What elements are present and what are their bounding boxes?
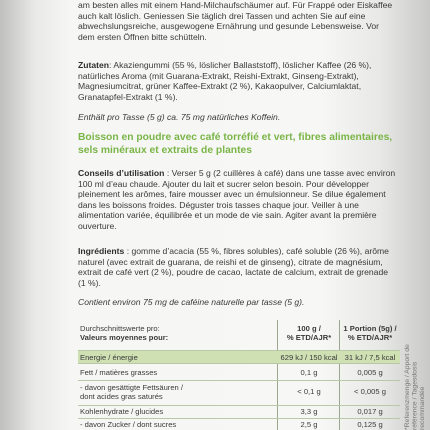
german-caffeine-note: Enthält pro Tasse (5 g) ca. 75 mg natürliches Koffein. (78, 112, 281, 122)
row-value-100g: 3,3 g (300, 407, 318, 416)
french-ingredients (78, 246, 398, 288)
header-100g-rdi: % ETD/AJR* (286, 333, 332, 342)
french-ingredients-text: : gomme d’acacia (55 %, fibres solubles), café soluble (26 %), arôme naturel (avec extrait de guarana, de reishi et de ginseng), citrate de magnésium, extrait de café vert (2 %), poudre de cacao, lactate de calcium, extrait de grenade (1 %). (78, 246, 389, 288)
row-label: - davon gesättigte Fettsäuren / (80, 383, 183, 392)
row-value-100g: 2,5 g (300, 420, 318, 429)
side-footnote: *Referenzmenge / Apport de référence / Tagesdosis recommandée (404, 344, 426, 430)
german-ingredients (78, 60, 398, 102)
row-label: Fett / matières grasses (80, 368, 158, 377)
row-label: Energie / énergie (80, 353, 138, 362)
header-de: Durchschnittswerte pro: (80, 324, 160, 333)
row-value-portion: 0,017 g (357, 407, 383, 416)
french-ingredients-label: Ingrédients (78, 246, 125, 256)
row-value-portion: 0,125 g (357, 420, 383, 429)
header-fr: Valeurs moyennes pour: (80, 333, 169, 342)
header-portion-rdi: % ETD/AJR* (347, 333, 393, 342)
table-row (78, 381, 400, 403)
product-label (78, 0, 400, 430)
french-usage-label: Conseils d’utilisation (78, 168, 165, 178)
row-value-100g: 629 kJ / 150 kcal (280, 353, 338, 362)
row-label: Kohlenhydrate / glucides (80, 407, 164, 416)
german-ingredients-text: : Akaziengummi (55 %, löslicher Ballaststoff), löslicher Kaffee (26 %), natürliches Aroma (mit Guarana-Extrakt, Reishi-Extrakt, Ginseng-Extrakt), Magnesiumcitrat, grüner Kaffee-Extrakt (2 %), Kakaopulver, Calciumlaktat, Granatapfel-Extrakt (1 %). (78, 60, 372, 102)
row-value-portion: 31 kJ / 7,5 kcal (344, 353, 396, 362)
table-row (78, 419, 400, 430)
row-value-100g: 0,1 g (300, 368, 318, 377)
table-header-row (78, 322, 400, 344)
table-row (78, 351, 400, 363)
row-value-portion: 0,005 g (357, 368, 383, 377)
german-usage-text: am besten alles mit einem Hand-Milchaufschäumer auf. Für Frappé oder Eiskaffee auch kalt löslich. Geniessen Sie täglich drei Tassen und achten Sie auf eine abwechslungsreiche, ausgewogene Ernährung und gesunde Lebensweise. Vor dem ersten Öffnen bitte schütteln. (78, 0, 393, 42)
table-row (78, 364, 400, 380)
row-label-fr: dont acides gras saturés (80, 392, 163, 401)
row-value-100g: < 0,1 g (297, 387, 321, 396)
table-row (78, 406, 400, 418)
french-caffeine-note: Contient environ 75 mg de caféine naturelle par tasse (5 g). (78, 297, 305, 307)
nutrition-table (78, 320, 400, 430)
header-100g: 100 g / (297, 324, 321, 333)
row-value-portion: < 0,005 g (354, 387, 386, 396)
french-usage-text: : Verser 5 g (2 cuillères à café) dans une tasse avec environ 100 ml d’eau chaude. Ajouter du lait et sucrer selon besoin. Pour développer pleinement les arômes, faire mousser avec un émulsionneur. Se dilue également dans les boissons froides. Déguster trois tasses chaque jour. Veiller à une alimentation variée, équilibrée et un mode de vie sain. Agiter avant la première ouverture. (78, 168, 396, 231)
header-portion: 1 Portion (5g) / (343, 324, 397, 333)
french-usage (78, 168, 398, 231)
french-product-title: Boisson en poudre avec café torréfié et vert, fibres alimentaires, sels minéraux et extraits de plantes (78, 132, 393, 156)
german-ingredients-label: Zutaten (78, 60, 110, 70)
row-label: - davon Zucker / dont sucres (80, 420, 177, 429)
